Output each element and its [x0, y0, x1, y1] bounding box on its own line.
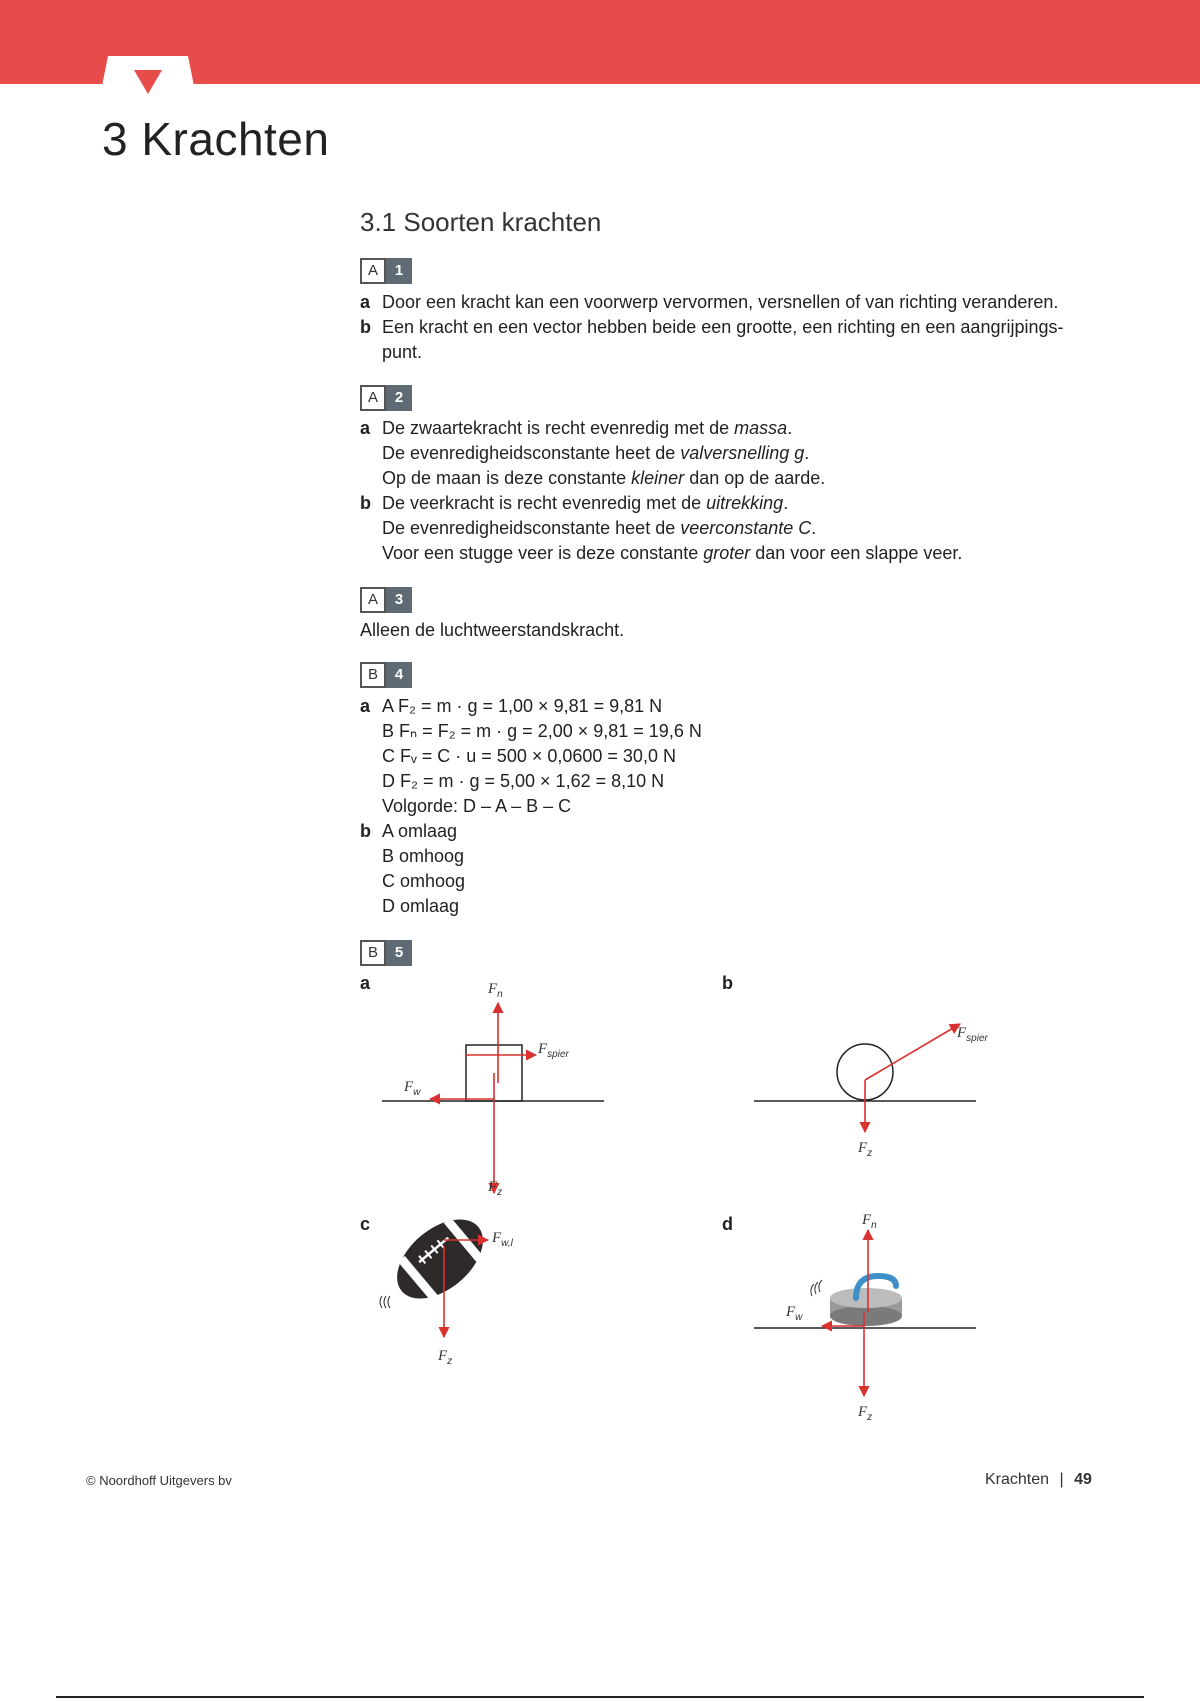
answer-line: punt.	[382, 342, 423, 362]
diagram-label: a	[360, 973, 371, 993]
item-label: b	[360, 317, 371, 337]
bottom-rule	[56, 1696, 1144, 1698]
force-label: $F_w$	[404, 1079, 421, 1098]
exercise-number: 5	[386, 940, 412, 966]
answer-line: De veerkracht is recht evenredig met de uitrekking.	[382, 493, 789, 513]
item-label: a	[360, 292, 371, 312]
force-label: $F_z$	[438, 1348, 453, 1367]
force-label: $F_{spier}$	[538, 1041, 569, 1060]
force-label: $F_z$	[858, 1404, 873, 1423]
answer-line: Op de maan is deze constante kleiner dan op de aarde.	[382, 468, 826, 488]
item-label: a	[360, 418, 371, 438]
answer-line: Door een kracht kan een voorwerp vervormen, versnellen of van richting veranderen.	[382, 292, 1059, 312]
chapter-tab	[100, 56, 196, 96]
exercise-badge	[360, 587, 412, 613]
answer-line: Een kracht en een vector hebben beide een grootte, een richting en een aangrijpings-	[382, 317, 1064, 337]
answer-line: De zwaartekracht is recht evenredig met de massa.	[382, 418, 793, 438]
exercise-badge	[360, 662, 412, 688]
exercise-level: A	[360, 385, 386, 411]
motion-lines	[380, 1296, 390, 1308]
formula-line: Volgorde: D – A – B – C	[382, 796, 572, 816]
formula-line: B Fₙ = F₂ = m · g = 2,00 × 9,81 = 19,6 N	[382, 721, 702, 741]
page-footer	[985, 1471, 1092, 1489]
item-label: b	[360, 821, 371, 841]
exercise-number: 3	[386, 587, 412, 613]
exercise-number: 1	[386, 258, 412, 284]
chapter-title: 3 Krachten	[102, 113, 330, 165]
force-label: $F_n$	[488, 981, 503, 1000]
force-label: $F_w$	[786, 1304, 803, 1323]
exercise-level: B	[360, 662, 386, 688]
force-diagram-d	[752, 1212, 992, 1432]
curling-stone	[830, 1276, 902, 1326]
answer-line: De evenredigheidsconstante heet de valversnelling g.	[382, 443, 810, 463]
section-title: 3.1 Soorten krachten	[360, 207, 602, 237]
muscle-force-arrow	[865, 1024, 960, 1080]
force-diagram-b	[752, 1010, 1012, 1170]
page-number: 49	[1074, 1471, 1092, 1488]
force-label: $F_z$	[858, 1140, 873, 1159]
motion-lines	[811, 1280, 822, 1296]
force-label: $F_z$	[488, 1179, 503, 1198]
answer-line: A omlaag	[382, 821, 458, 841]
answer-line: De evenredigheidsconstante heet de veerconstante C.	[382, 518, 817, 538]
force-label: $F_{spier}$	[957, 1025, 988, 1044]
force-label: $F_n$	[862, 1212, 877, 1231]
copyright: © Noordhoff Uitgevers bv	[86, 1473, 232, 1488]
formula-line: D F₂ = m · g = 5,00 × 1,62 = 8,10 N	[382, 771, 665, 791]
answer-line: Voor een stugge veer is deze constante groter dan voor een slappe veer.	[382, 543, 963, 563]
exercise-badge	[360, 258, 412, 284]
answer-line: B omhoog	[382, 846, 465, 866]
force-diagram-a	[380, 975, 620, 1205]
exercise-number: 4	[386, 662, 412, 688]
exercise-level: A	[360, 258, 386, 284]
diagram-label: c	[360, 1214, 371, 1234]
answer-line: D omlaag	[382, 896, 460, 916]
exercise-badge	[360, 940, 412, 966]
item-label: b	[360, 493, 371, 513]
running-title: Krachten	[985, 1471, 1050, 1488]
answer-line: Alleen de luchtweerstandskracht.	[360, 620, 625, 640]
exercise-badge	[360, 385, 412, 411]
football	[382, 1204, 497, 1314]
exercise-number: 2	[386, 385, 412, 411]
force-diagram-c	[372, 1212, 542, 1372]
item-label: a	[360, 696, 371, 716]
formula-line: A F₂ = m · g = 1,00 × 9,81 = 9,81 N	[382, 696, 663, 716]
exercise-level: A	[360, 587, 386, 613]
formula-line: C Fᵥ = C · u = 500 × 0,0600 = 30,0 N	[382, 746, 676, 766]
footer-separator: |	[1059, 1471, 1064, 1488]
answer-line: C omhoog	[382, 871, 466, 891]
diagram-label: d	[722, 1214, 733, 1234]
force-label: $F_{w,l}$	[492, 1230, 513, 1249]
diagram-label: b	[722, 973, 733, 993]
exercise-level: B	[360, 940, 386, 966]
